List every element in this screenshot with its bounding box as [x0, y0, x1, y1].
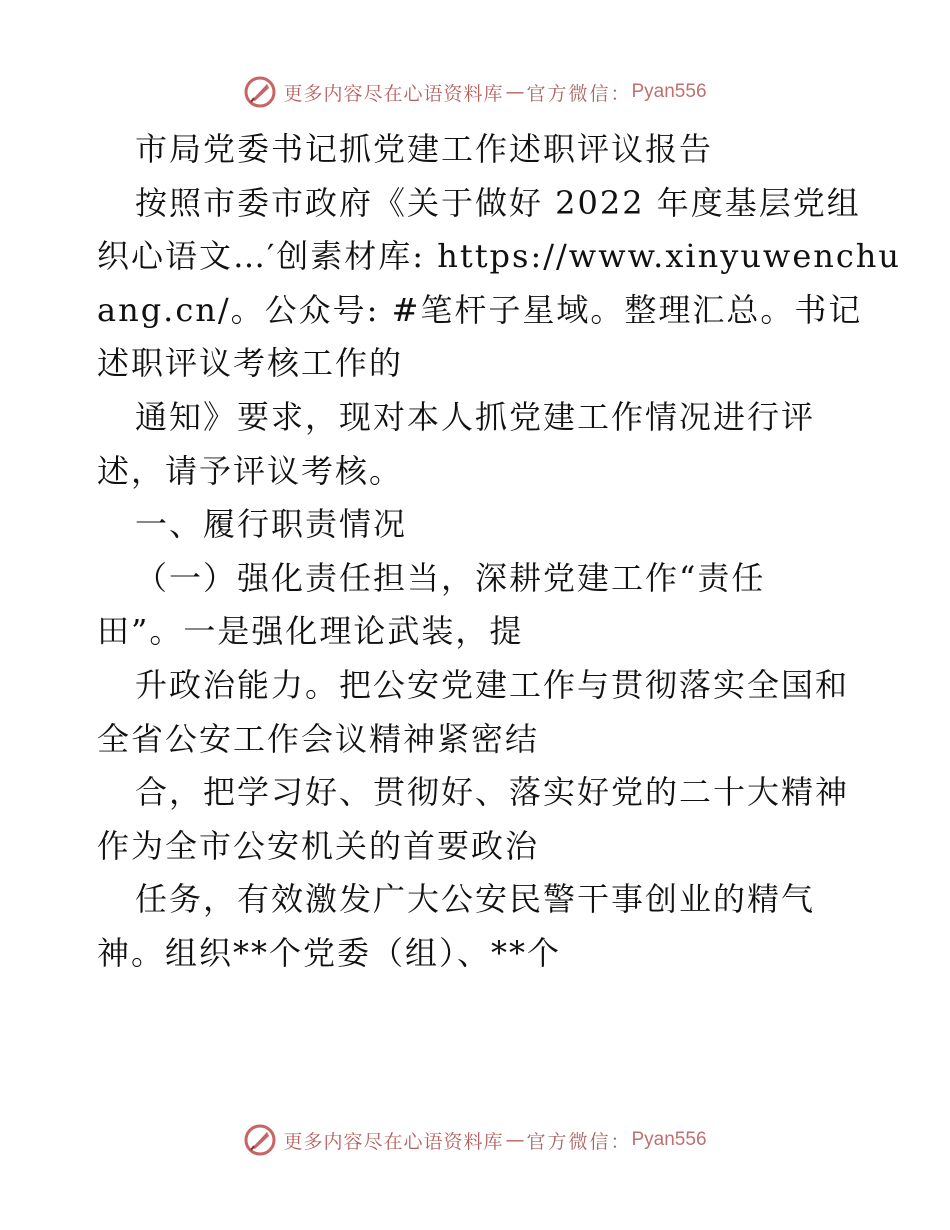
watermark-brand: 更多内容尽在心语资料库	[283, 1130, 504, 1153]
watermark-separator: —	[505, 1129, 525, 1151]
watermark-id: Pyan556	[631, 1129, 707, 1150]
body-line: 织心语文…′创素材库: https://www.xinyuwenchu	[97, 237, 902, 276]
watermark-label: 官方微信：	[526, 82, 632, 105]
watermark-brand: 更多内容尽在心语资料库	[283, 82, 504, 105]
subsection-heading: （一）强化责任担当，深耕党建工作“责任	[135, 558, 766, 597]
body-line: 述，请予评议考核。	[97, 451, 404, 490]
body-line: 田”。一是强化理论武装，提	[97, 612, 524, 651]
body-line: ang.cn/。公众号: #笔杆子星域。整理汇总。书记	[97, 290, 863, 329]
watermark-label: 官方微信：	[526, 1130, 632, 1153]
section-heading: 一、履行职责情况	[135, 505, 408, 544]
watermark-id: Pyan556	[631, 81, 707, 102]
footer-watermark	[0, 1120, 950, 1160]
feather-pen-logo-icon	[243, 1123, 277, 1157]
document-title: 市局党委书记抓党建工作述职评议报告	[135, 130, 714, 168]
body-line: 合，把学习好、贯彻好、落实好党的二十大精神	[135, 773, 850, 812]
body-line: 升政治能力。把公安党建工作与贯彻落实全国和	[135, 665, 850, 704]
header-watermark	[0, 72, 950, 112]
body-line: 述职评议考核工作的	[97, 344, 404, 383]
feather-pen-logo-icon	[243, 75, 277, 109]
watermark-separator: —	[505, 81, 525, 103]
document-body	[97, 123, 902, 981]
body-line: 神。组织**个党委（组）、**个	[97, 933, 562, 972]
body-line: 作为全市公安机关的首要政治	[97, 826, 540, 865]
body-line: 按照市委市政府《关于做好 2022 年度基层党组	[135, 183, 861, 222]
body-line: 全省公安工作会议精神紧密结	[97, 719, 540, 758]
body-line: 通知》要求，现对本人抓党建工作情况进行评	[135, 397, 816, 436]
body-line: 任务，有效激发广大公安民警干事创业的精气	[135, 880, 816, 919]
